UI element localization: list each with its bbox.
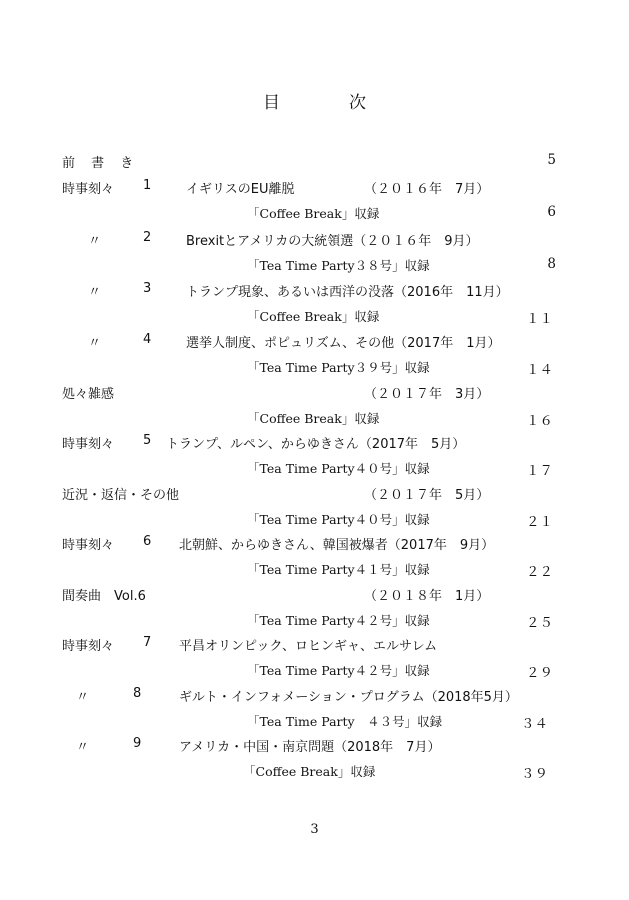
entry-topic: 選挙人制度、ポピュリズム、その他（2017年 1月） <box>186 336 501 351</box>
entry-page: ２５ <box>526 615 553 631</box>
entry-label: 時事刻々 <box>62 538 115 553</box>
toc-entry-5 <box>0 433 629 455</box>
entry-label: 〃 <box>76 740 90 755</box>
entry-label: 〃 <box>88 336 102 351</box>
entry-label: 間奏曲 Vol.6 <box>62 589 146 604</box>
toc-entry-6-source <box>0 560 629 582</box>
entry-page: １４ <box>526 362 553 378</box>
toc-entry-1 <box>0 178 629 200</box>
toc-entry-8 <box>0 686 629 708</box>
entry-page: ２９ <box>526 665 553 681</box>
toc-entry-3 <box>0 281 629 303</box>
toc-entry-7-source <box>0 661 629 683</box>
toc-entry-news-source <box>0 510 629 532</box>
entry-source: 「Tea Time Party３８号」収録 <box>247 258 430 273</box>
toc-entry-9-source <box>0 762 629 784</box>
entry-number: 1 <box>143 178 152 193</box>
entry-label: 〃 <box>88 234 102 249</box>
entry-page: ３４ <box>521 716 548 732</box>
entry-source: 「Coffee Break」収録 <box>247 309 380 324</box>
entry-number: 2 <box>143 230 152 245</box>
toc-entry-misc <box>0 383 629 405</box>
entry-topic: ギルト・インフォメーション・プログラム（2018年5月） <box>179 690 518 705</box>
entry-number: 8 <box>133 686 142 701</box>
toc-entry-interlude <box>0 585 629 607</box>
entry-date: （２０１８年 1月） <box>364 589 490 604</box>
page-number: 3 <box>310 822 319 837</box>
entry-label: 〃 <box>76 690 90 705</box>
entry-label: 近況・返信・その他 <box>62 488 180 503</box>
entry-page: １７ <box>526 463 553 479</box>
page-title: 目 次 <box>263 93 392 113</box>
entry-topic: イギリスのEU離脱 <box>186 182 295 197</box>
entry-number: 5 <box>143 433 152 448</box>
entry-page: 5 <box>547 152 556 168</box>
entry-page: １６ <box>526 413 553 429</box>
entry-source: 「Tea Time Party ４３号」収録 <box>247 714 443 729</box>
toc-entry-2 <box>0 230 629 252</box>
entry-source: 「Tea Time Party４０号」収録 <box>247 512 430 527</box>
entry-number: 6 <box>143 534 152 549</box>
entry-source: 「Tea Time Party３９号」収録 <box>247 360 430 375</box>
entry-page: １１ <box>526 311 553 327</box>
entry-page: 6 <box>547 204 556 220</box>
toc-entry-misc-source <box>0 409 629 431</box>
entry-number: 4 <box>143 332 152 347</box>
entry-page: 8 <box>547 256 556 272</box>
toc-entry-3-source <box>0 307 629 329</box>
entry-source: 「Coffee Break」収録 <box>247 206 380 221</box>
entry-number: 7 <box>143 635 152 650</box>
toc-entry-2-source <box>0 256 629 278</box>
entry-page: ３９ <box>521 766 548 782</box>
toc-entry-8-source <box>0 712 629 734</box>
entry-page: ２１ <box>526 514 553 530</box>
toc-entry-9 <box>0 736 629 758</box>
entry-source: 「Tea Time Party４２号」収録 <box>247 613 430 628</box>
entry-source: 「Tea Time Party４１号」収録 <box>247 562 430 577</box>
toc-entry-interlude-source <box>0 611 629 633</box>
toc-entry-4 <box>0 332 629 354</box>
entry-topic: トランプ現象、あるいは西洋の没落（2016年 11月） <box>186 285 509 300</box>
toc-entry-1-source <box>0 204 629 226</box>
entry-date: （２０１７年 3月） <box>364 387 490 402</box>
entry-date: （２０１７年 5月） <box>364 488 490 503</box>
entry-label: 時事刻々 <box>62 437 115 452</box>
toc-entry-news <box>0 484 629 506</box>
toc-entry-preface <box>0 152 629 174</box>
entry-number: 9 <box>133 736 142 751</box>
toc-entry-6 <box>0 534 629 556</box>
entry-source: 「Tea Time Party４０号」収録 <box>247 461 430 476</box>
entry-label: 前 書 き <box>62 156 140 171</box>
toc-entry-5-source <box>0 459 629 481</box>
entry-topic: Brexitとアメリカの大統領選（２０１６年 9月） <box>186 234 479 249</box>
entry-topic: 平昌オリンピック、ロヒンギャ、エルサレム <box>179 639 438 654</box>
entry-date: （２０１６年 7月） <box>364 182 490 197</box>
entry-label: 処々雑感 <box>62 387 115 402</box>
entry-label: 時事刻々 <box>62 639 115 654</box>
entry-label: 〃 <box>88 285 102 300</box>
toc-entry-7 <box>0 635 629 657</box>
entry-page: ２２ <box>526 564 553 580</box>
entry-number: 3 <box>143 281 152 296</box>
entry-topic: アメリカ・中国・南京問題（2018年 7月） <box>179 740 441 755</box>
entry-source: 「Coffee Break」収録 <box>243 764 376 779</box>
entry-source: 「Tea Time Party４２号」収録 <box>247 663 430 678</box>
entry-label: 時事刻々 <box>62 182 115 197</box>
entry-source: 「Coffee Break」収録 <box>247 411 380 426</box>
toc-entry-4-source <box>0 358 629 380</box>
entry-topic: 北朝鮮、からゆきさん、韓国被爆者（2017年 9月） <box>179 538 495 553</box>
entry-topic: トランプ、ルペン、からゆきさん（2017年 5月） <box>166 437 466 452</box>
